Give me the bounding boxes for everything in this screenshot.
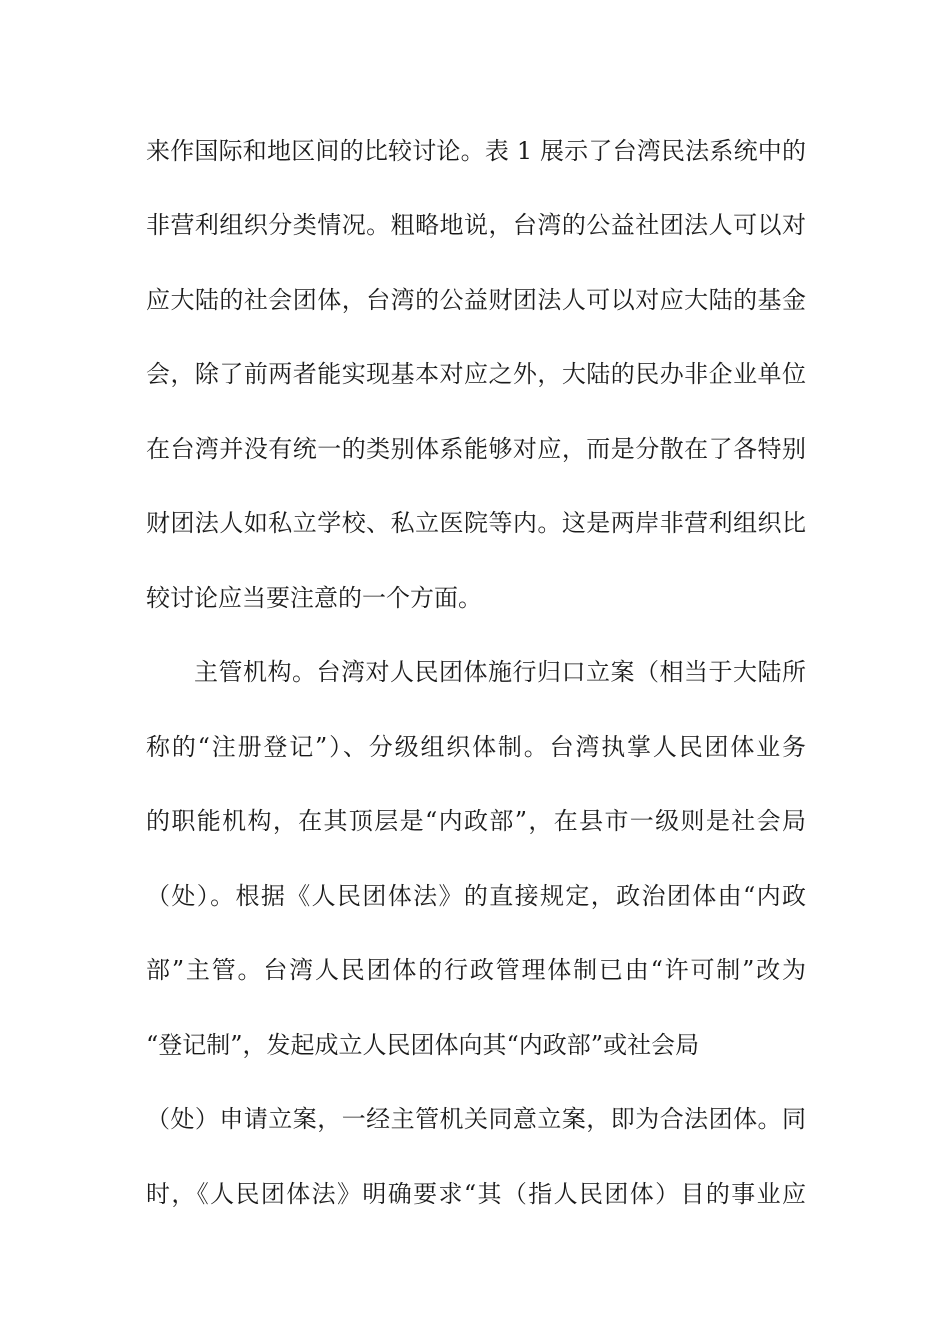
text-line-8: 主管机构。台湾对人民团体施行归口立案（相当于大陆所	[194, 658, 806, 686]
text-line-7: 较讨论应当要注意的一个方面。	[146, 584, 482, 612]
text-line-3: 应大陆的社会团体，台湾的公益财团法人可以对应大陆的基金	[146, 286, 806, 314]
text-line-11: （处）。根据《人民团体法》的直接规定，政治团体由“内政	[146, 882, 806, 910]
text-line-12: 部”主管。台湾人民团体的行政管理体制已由“许可制”改为	[146, 956, 806, 984]
text-line-10: 的职能机构，在其顶层是“内政部”，在县市一级则是社会局	[146, 807, 806, 835]
text-line-15: 时，《人民团体法》明确要求“其（指人民团体）目的事业应	[146, 1180, 806, 1208]
text-line-13: “登记制”，发起成立人民团体向其“内政部”或社会局	[146, 1031, 700, 1059]
text-line-1: 来作国际和地区间的比较讨论。表 1 展示了台湾民法系统中的	[146, 137, 806, 165]
text-line-4: 会，除了前两者能实现基本对应之外，大陆的民办非企业单位	[146, 360, 806, 388]
text-line-6: 财团法人如私立学校、私立医院等内。这是两岸非营利组织比	[146, 509, 806, 537]
text-line-14: （处）申请立案，一经主管机关同意立案，即为合法团体。同	[146, 1105, 806, 1133]
text-line-9: 称的“注册登记”）、分级组织体制。台湾执掌人民团体业务	[146, 733, 806, 761]
text-line-5: 在台湾并没有统一的类别体系能够对应，而是分散在了各特别	[146, 435, 806, 463]
text-line-2: 非营利组织分类情况。粗略地说，台湾的公益社团法人可以对	[146, 211, 806, 239]
